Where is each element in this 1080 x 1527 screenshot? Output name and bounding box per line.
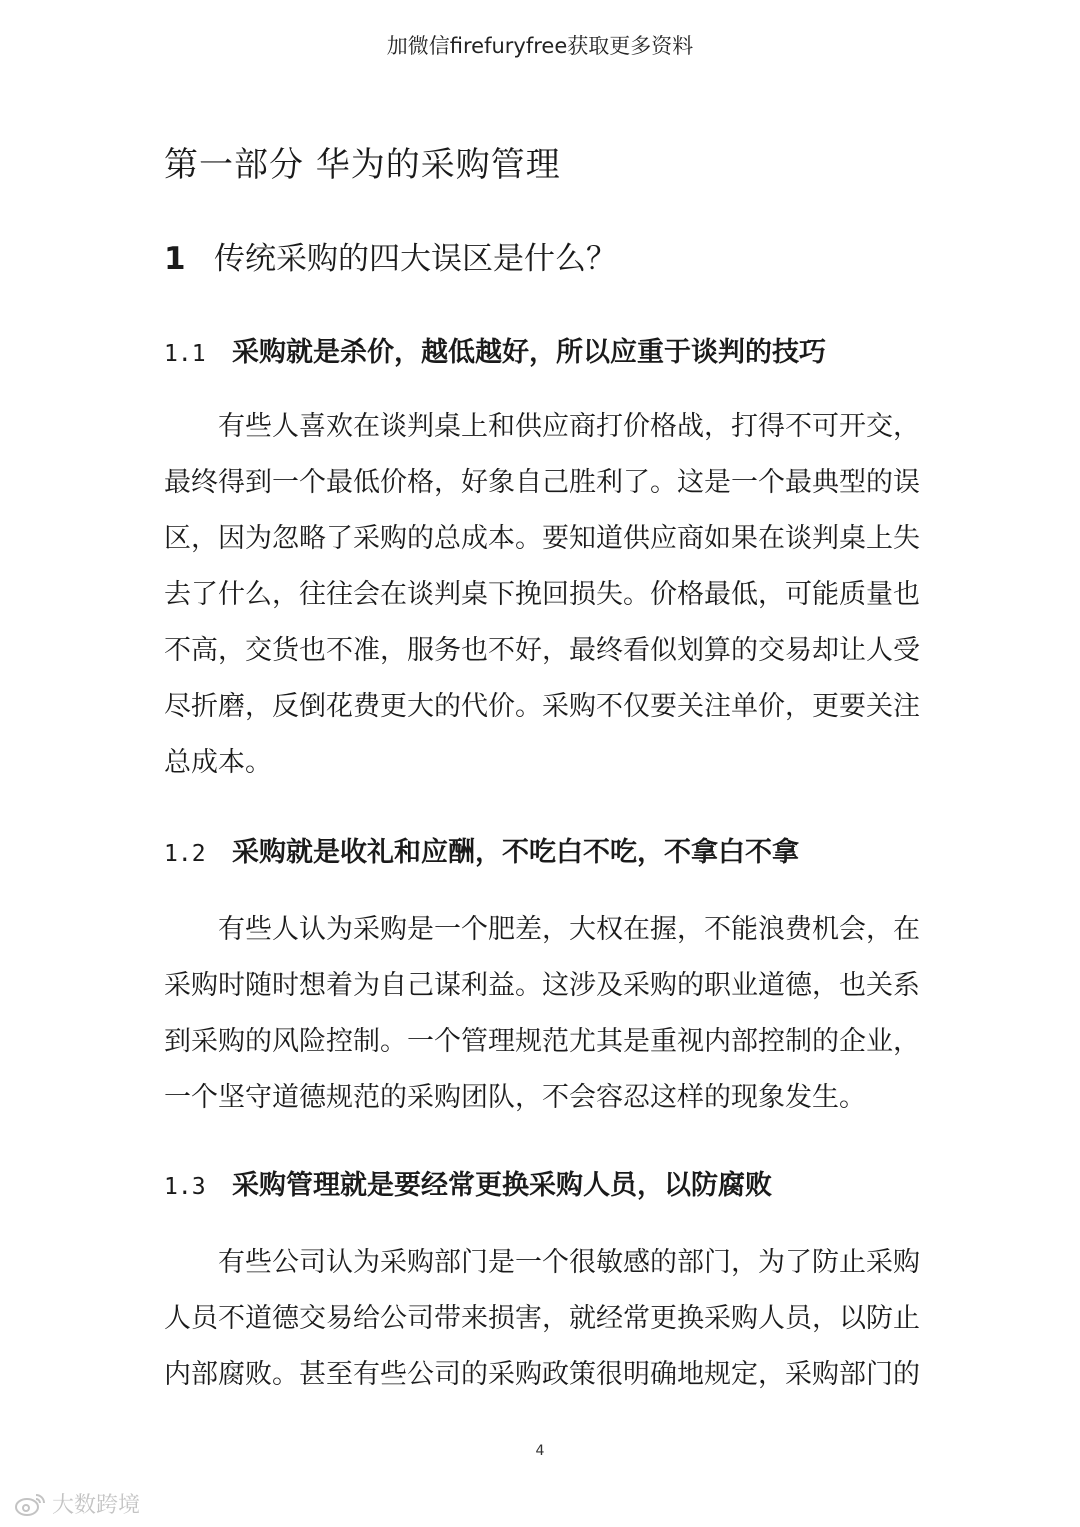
chapter-title <box>164 233 617 278</box>
section-heading <box>164 1163 772 1202</box>
section-paragraph: 有些人认为采购是一个肥差，大权在握，不能浪费机会，在采购时随时想着为自己谋利益。这涉及采购的职业道德，也关系到采购的风险控制。一个管理规范尤其是重视内部控制的企业，一个坚守道德规范的采购团队，不会容忍这样的现象发生。 <box>164 914 920 1113</box>
section-heading <box>164 330 826 369</box>
section-title: 采购就是杀价，越低越好，所以应重于谈判的技巧 <box>232 337 826 368</box>
section-paragraph: 有些人喜欢在谈判桌上和供应商打价格战，打得不可开交，最终得到一个最低价格，好象自己胜利了。这是一个最典型的误区，因为忽略了采购的总成本。要知道供应商如果在谈判桌上失去了什么，往往会在谈判桌下挽回损失。价格最低，可能质量也不高，交货也不准，服务也不好，最终看似划算的交易却让人受尽折磨，反倒花费更大的代价。采购不仅要关注单价，更要关注总成本。 <box>164 411 920 778</box>
page-number: 4 <box>535 1443 545 1459</box>
watermark-text: 大数跨境 <box>52 1493 141 1518</box>
weibo-logo-icon <box>14 1491 46 1517</box>
chapter-number: 1 <box>164 241 186 277</box>
watermark <box>14 1488 140 1519</box>
part-title: 第一部分 华为的采购管理 <box>164 145 561 185</box>
section-paragraph: 有些公司认为采购部门是一个很敏感的部门，为了防止采购人员不道德交易给公司带来损害，就经常更换采购人员，以防止内部腐败。甚至有些公司的采购政策很明确地规定，采购部门的 <box>164 1247 920 1390</box>
section-title: 采购管理就是要经常更换采购人员，以防腐败 <box>232 1170 772 1201</box>
section-number: 1.1 <box>164 341 206 367</box>
chapter-heading: 传统采购的四大误区是什么？ <box>214 241 617 277</box>
header-note: 加微信firefuryfree获取更多资料 <box>386 34 694 58</box>
section-number: 1.3 <box>164 1174 206 1200</box>
section-heading <box>164 830 799 869</box>
section-title: 采购就是收礼和应酬，不吃白不吃，不拿白不拿 <box>232 837 799 868</box>
section-number: 1.2 <box>164 841 206 867</box>
